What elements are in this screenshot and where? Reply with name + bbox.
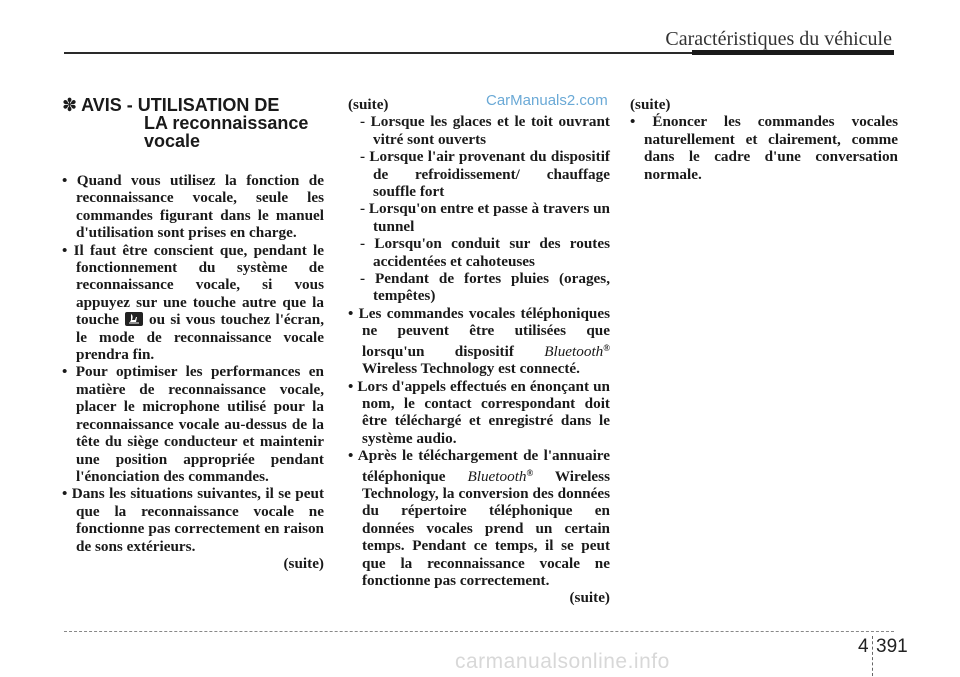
notice-heading-line3: vocale [144,131,201,151]
page-number: 391 [876,636,908,657]
notice-heading-line2: LA reconnaissance [144,113,309,133]
dash-rough-roads: - Lorsqu'on conduit sur des routes accidentées et cahoteuses [360,235,610,270]
suite-label: (suite) [283,554,324,572]
bullet-situations: • Dans les situations suivantes, il se peut que la reconnaissance vocale ne fonctionne pas correctement en raison de sons extérieurs. [62,485,324,555]
registered-mark: ® [603,342,610,353]
suite-label: (suite) [569,589,610,607]
notice-heading [62,96,324,150]
bullet-microphone: • Pour optimiser les performances en matière de reconnaissance vocale, placer le microphone utilisé pour la reconnaissance vocale au-dessus de la tête du siège conducteur et maintenir une position appropriée pendant l'énonciation des commandes. [62,363,324,485]
column-2 [348,96,610,607]
bullet-phonebook-b: Wireless Technology, la conversion des données du répertoire téléphonique en données vocales prend un certain temps. Pendant ce temps, il se peut que la reconnaissance vocale ne fonctionne pas correctement. [362,467,610,589]
footer-rule [64,631,894,632]
bluetooth-term: Bluetooth [544,342,604,360]
dash-windows-open: - Lorsque les glaces et le toit ouvrant vitré sont ouverts [360,113,610,148]
watermark-top: CarManuals2.com [486,92,608,109]
bullet-speak-naturally: • Énoncer les commandes vocales naturellement et clairement, comme dans le cadre d'une conversation normale. [630,113,898,183]
bullet-phonebook-a: • Après le téléchargement de l'annuaire téléphonique [348,447,610,485]
dash-tunnel: - Lorsqu'on entre et passe à travers un tunnel [360,200,610,235]
bullet-calls-by-name: • Lors d'appels effectués en énonçant un nom, le contact correspondant doit être téléchargé et enregistré dans le système audio. [348,377,610,447]
bullet-phone-commands [348,305,610,378]
voice-recognition-icon [125,312,143,326]
bullet-voice-commands: • Quand vous utilisez la fonction de reconnaissance vocale, seule les commandes figurant dans le manuel d'utilisation sont prises en charge. [62,172,324,242]
dash-heavy-rain: - Pendant de fortes pluies (orages, tempêtes) [360,270,610,305]
bullet-end-recognition [62,242,324,364]
section-title: Caractéristiques du véhicule [665,28,892,50]
header-rule-accent [692,50,894,55]
suite-label: (suite) [630,96,671,113]
registered-mark: ® [526,467,534,478]
column-1 [62,96,324,572]
column-3 [630,96,898,183]
bullet-end-recognition-b: ou si vous touchez l'écran, le mode de reconnaissance vocale prendra fin. [76,311,324,364]
suite-label: (suite) [348,96,389,113]
bullet-phonebook-download [348,447,610,589]
watermark-bottom: carmanualsonline.info [455,650,670,673]
notice-star-icon: ✽ [62,95,78,115]
bullet-phone-commands-b: Wireless Technology est connecté. [362,360,580,378]
notice-heading-line1: AVIS - UTILISATION DE [81,95,280,115]
dash-air-blowing: - Lorsque l'air provenant du dispositif de refroidissement/ chauffage souffle fort [360,148,610,201]
bullet-phone-commands-a: • Les commandes vocales téléphoniques ne peuvent être utilisées que lorsqu'un dispositif [348,304,610,360]
bluetooth-term: Bluetooth [467,467,527,485]
bullet-end-recognition-a: • Il faut être conscient que, pendant le fonctionnement du système de reconnaissance vocale, si vous appuyez sur une touche autre que la touche [62,241,324,329]
chapter-number: 4 [858,636,869,657]
